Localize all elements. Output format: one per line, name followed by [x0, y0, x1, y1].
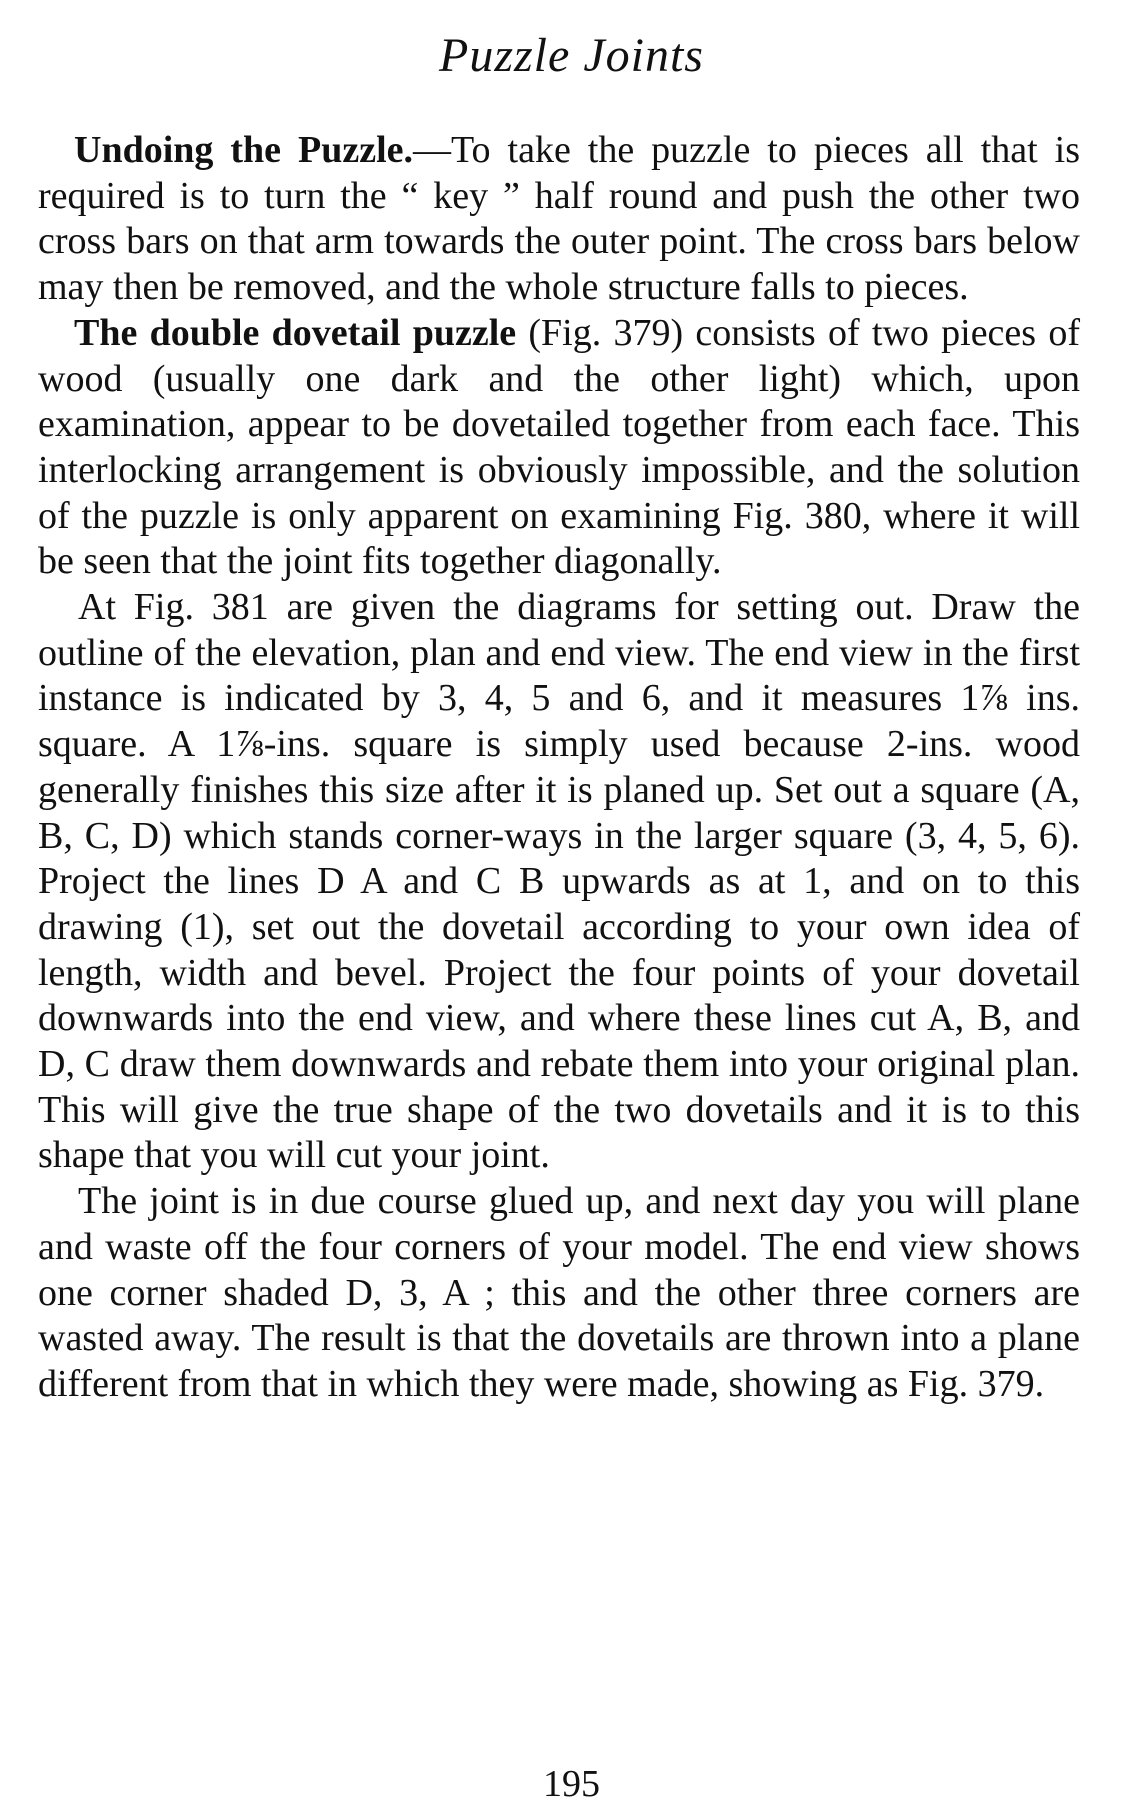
paragraph-gluing-up [38, 1179, 1080, 1408]
paragraph-undoing-the-puzzle [38, 128, 1080, 311]
paragraph-setting-out [38, 585, 1080, 1179]
body-text [38, 128, 1080, 1408]
paragraph-double-dovetail-puzzle [38, 311, 1080, 585]
paragraph-text: At Fig. 381 are given the diagrams for setting out. Draw the outline of the elevation, plan and end view. The end view in the first instance is indicated by 3, 4, 5 and 6, and it measures 1⅞ ins. square. A 1⅞-ins. square is simply used because 2-ins. wood generally finishes this size after it is planed up. Set out a square (A, B, C, D) which stands corner-ways in the larger square (3, 4, 5, 6). Project the lines D A and C B upwards as at 1, and on to this drawing (1), set out the dovetail according to your own idea of length, width and bevel. Project the four points of your dovetail downwards into the end view, and where these lines cut A, B, and D, C draw them downwards and rebate them into your original plan. This will give the true shape of the two dovetails and it is to this shape that you will cut your joint. [38, 586, 1080, 1177]
paragraph-lead-heading: The double dovetail puzzle [74, 311, 517, 354]
page-number: 195 [543, 1763, 600, 1805]
paragraph-text: (Fig. 379) consists of two pieces of wood (usually one dark and the other light) which, upon examination, appear to be dovetailed together from each face. This interlocking arrangement is obviously impossible, and the solution of the puzzle is only apparent on examining Fig. 380, where it will be seen that the joint fits together diagonally. [38, 311, 1080, 583]
running-head: Puzzle Joints [439, 29, 704, 82]
paragraph-lead-heading: Undoing the Puzzle. [74, 129, 413, 171]
paragraph-text: —To take the puzzle to pieces all that is required is to turn the “ key ” half round and push the other two cross bars on that arm towards the outer point. The cross bars below may then be removed, and the whole structure falls to pieces. [38, 129, 1080, 309]
paragraph-text: The joint is in due course glued up, and next day you will plane and waste off the four corners of your model. The end view shows one corner shaded D, 3, A ; this and the other three corners are wasted away. The result is that the dovetails are thrown into a plane different from that in which they were made, showing as Fig. 379. [38, 1180, 1080, 1405]
